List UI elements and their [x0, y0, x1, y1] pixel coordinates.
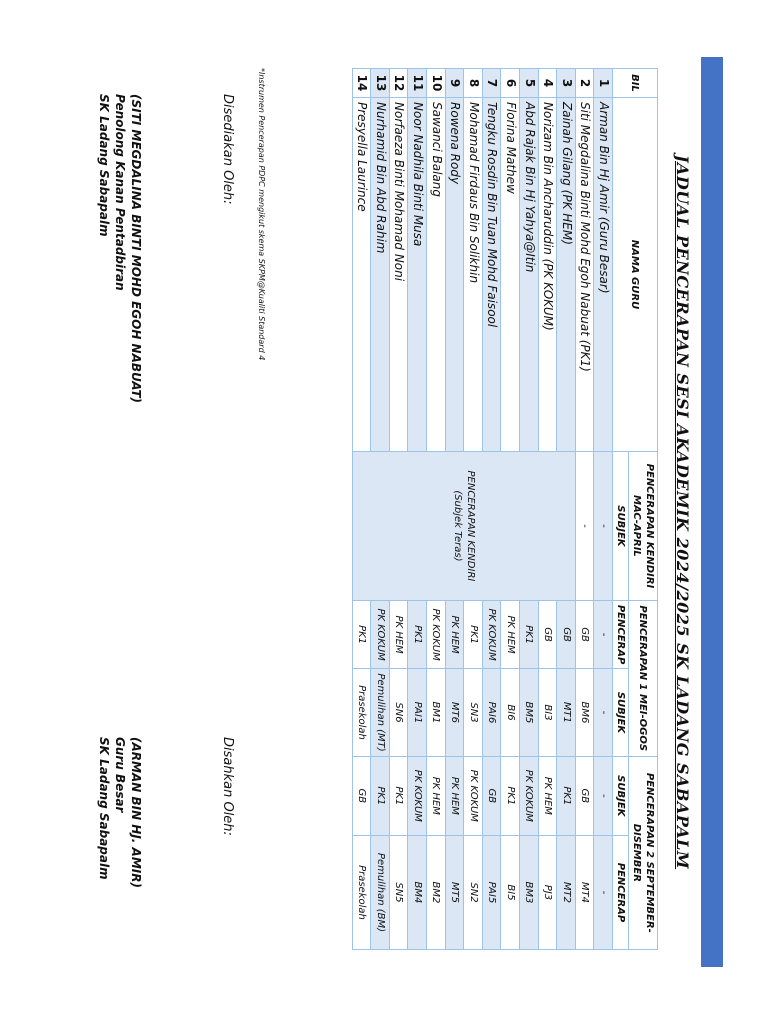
row-number: 2: [575, 69, 594, 98]
col-header-bil: BIL: [613, 69, 658, 98]
p1-subjek: PAI1: [408, 669, 427, 756]
teacher-name: Florina Mathew: [501, 98, 520, 452]
p1-subjek: PAI6: [482, 669, 501, 756]
row-number: 8: [464, 69, 483, 98]
p2-pencerap: BM3: [520, 835, 539, 949]
p1-pencerap: -: [594, 600, 613, 668]
p2-subjek: PK HEM: [445, 756, 464, 835]
col-header-nama-guru: NAMA GURU: [613, 98, 658, 452]
p2-subjek: GB: [352, 756, 371, 835]
p1-pencerap: PK HEM: [389, 600, 408, 668]
p1-subjek: SN3: [464, 669, 483, 756]
p1-subjek: BM6: [575, 669, 594, 756]
row-number: 7: [482, 69, 501, 98]
col-header-kendiri: PENCERAPAN KENDIRI MAC-APRIL: [629, 452, 658, 601]
prepared-by-label: Disediakan Oleh:: [220, 94, 235, 205]
p2-pencerap: -: [594, 835, 613, 949]
p1-pencerap: PK KOKUM: [427, 600, 446, 668]
row-number: 11: [408, 69, 427, 98]
row-number: 4: [538, 69, 557, 98]
p2-subjek: PK KOKUM: [408, 756, 427, 835]
teacher-name: Sawanci Balang: [427, 98, 446, 452]
observation-schedule-table: [352, 68, 658, 950]
teacher-name: Presyella Laurince: [352, 98, 371, 452]
p2-pencerap: PJ3: [538, 835, 557, 949]
p2-pencerap: MT2: [557, 835, 576, 949]
kendiri-merged-cell: PENCERAPAN KENDIRI (Subjek Teras): [352, 452, 575, 601]
p2-subjek: PK1: [557, 756, 576, 835]
p1-pencerap: PK1: [352, 600, 371, 668]
footnote: *Instrumen Pencerapan PDPC mengikut skema SKPM@Kualiti Standard 4: [257, 68, 266, 361]
subheader-p2-subjek: SUBJEK: [613, 756, 629, 835]
p2-pencerap: MT4: [575, 835, 594, 949]
teacher-name: Norfaeza Binti Mohamad Noni: [389, 98, 408, 452]
p1-pencerap: PK KOKUM: [482, 600, 501, 668]
teacher-name: Noor Nadhila Binti Musa: [408, 98, 427, 452]
p1-pencerap: PK1: [408, 600, 427, 668]
document-title: JADUAL PENCERAPAN SESI AKADEMIK 2024/2025 SK LADANG SABAPALM: [673, 154, 692, 870]
teacher-name: Siti Megdalina Binti Mohd Egoh Nabuat (PK1): [575, 98, 594, 452]
p2-pencerap: PAI5: [482, 835, 501, 949]
row-number: 10: [427, 69, 446, 98]
p1-pencerap: PK HEM: [501, 600, 520, 668]
approved-by-signature-block: [95, 737, 144, 888]
p2-subjek: PK KOKUM: [520, 756, 539, 835]
p2-pencerap: SN2: [464, 835, 483, 949]
table-row: [557, 69, 576, 950]
p2-subjek: PK1: [371, 756, 390, 835]
p1-subjek: SN6: [389, 669, 408, 756]
p1-subjek: BM5: [520, 669, 539, 756]
p1-subjek: MT1: [557, 669, 576, 756]
table-row: [594, 69, 613, 950]
prepared-by-name: (SITI MEGDALINA BINTI MOHD EGOH NABUAT): [129, 94, 143, 404]
p1-pencerap: GB: [575, 600, 594, 668]
p1-pencerap: GB: [538, 600, 557, 668]
p2-subjek: GB: [575, 756, 594, 835]
approved-by-label: Disahkan Oleh:: [220, 737, 235, 836]
teacher-name: Rowena Rody: [445, 98, 464, 452]
subheader-p1-subjek: SUBJEK: [613, 669, 629, 756]
subheader-p2-pencerap: PENCERAP: [613, 835, 629, 949]
approved-by-position: Guru Besar: [112, 737, 127, 813]
prepared-by-signature-block: [95, 94, 144, 403]
p1-subjek: BI6: [501, 669, 520, 756]
p1-subjek: -: [594, 669, 613, 756]
p1-subjek: Pemulihan (MT): [371, 669, 390, 756]
kendiri-subjek: -: [594, 452, 613, 601]
p2-pencerap: BM4: [408, 835, 427, 949]
p2-pencerap: MT5: [445, 835, 464, 949]
teacher-name: Mohamad Firdaus Bin Solikhin: [464, 98, 483, 452]
p2-subjek: PK1: [389, 756, 408, 835]
kendiri-subjek: -: [575, 452, 594, 601]
p1-pencerap: GB: [557, 600, 576, 668]
row-number: 13: [371, 69, 390, 98]
row-number: 5: [520, 69, 539, 98]
p1-subjek: Prasekolah: [352, 669, 371, 756]
teacher-name: Tengku Rosdin Bin Tuan Mohd Faisool: [482, 98, 501, 452]
p1-subjek: BI3: [538, 669, 557, 756]
p1-pencerap: PK1: [520, 600, 539, 668]
row-number: 1: [594, 69, 613, 98]
subheader-kendiri-subjek: SUBJEK: [613, 452, 629, 601]
subheader-p1-pencerap: PENCERAP: [613, 600, 629, 668]
approved-by-name: (ARMAN BIN HJ. AMIR): [129, 737, 143, 888]
p2-pencerap: BM2: [427, 835, 446, 949]
p2-subjek: PK KOKUM: [464, 756, 483, 835]
p1-pencerap: PK1: [464, 600, 483, 668]
teacher-name: Norizam Bin Ancharuddin (PK KOKUM): [538, 98, 557, 452]
p1-subjek: MT6: [445, 669, 464, 756]
col-header-pencerapan-2: PENCERAPAN 2 SEPTEMBER-DISEMBER: [629, 756, 658, 949]
prepared-by-position: Penolong Kanan Pentadbiran: [112, 94, 127, 291]
p2-subjek: -: [594, 756, 613, 835]
header-accent-bar: [701, 57, 723, 967]
p2-subjek: PK HEM: [427, 756, 446, 835]
col-header-pencerapan-1: PENCERAPAN 1 MEI-OGOS: [629, 600, 658, 756]
teacher-name: Zainah Gilang (PK HEM): [557, 98, 576, 452]
teacher-name: Abd Rajak Bin Hj Yahya@Itin: [520, 98, 539, 452]
p1-pencerap: PK HEM: [445, 600, 464, 668]
approved-by-school: SK Ladang Sabapalm: [96, 737, 111, 880]
p2-subjek: PK HEM: [538, 756, 557, 835]
p1-subjek: BM1: [427, 669, 446, 756]
table-row: [575, 69, 594, 950]
p2-pencerap: SN5: [389, 835, 408, 949]
p2-pencerap: Prasekolah: [352, 835, 371, 949]
prepared-by-school: SK Ladang Sabapalm: [96, 94, 111, 237]
p2-subjek: PK1: [501, 756, 520, 835]
row-number: 9: [445, 69, 464, 98]
teacher-name: Nurhamid Bin Abd Rahim: [371, 98, 390, 452]
p1-pencerap: PK KOKUM: [371, 600, 390, 668]
p2-subjek: GB: [482, 756, 501, 835]
p2-pencerap: BI5: [501, 835, 520, 949]
row-number: 6: [501, 69, 520, 98]
p2-pencerap: Pemulihan (BM): [371, 835, 390, 949]
row-number: 12: [389, 69, 408, 98]
teacher-name: Arman Bin Hj Amir (Guru Besar): [594, 98, 613, 452]
row-number: 14: [352, 69, 371, 98]
row-number: 3: [557, 69, 576, 98]
